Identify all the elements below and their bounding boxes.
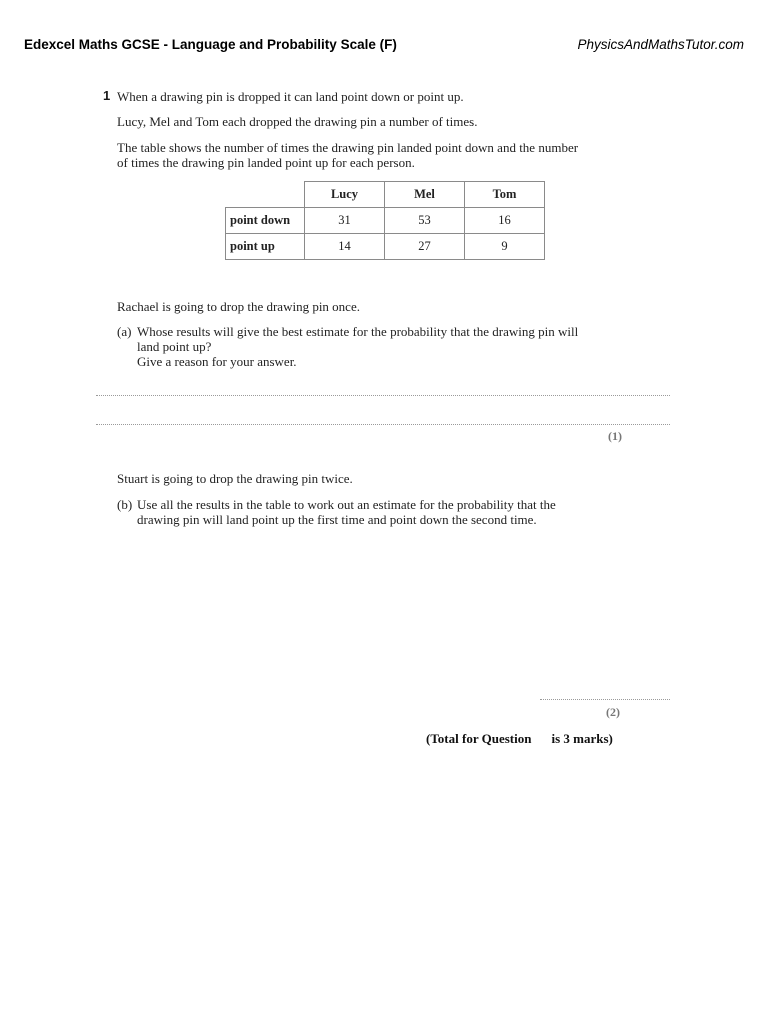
part-a-line-2: land point up? [137,339,212,354]
table-cell: 31 [305,208,385,234]
column-header-tom: Tom [465,182,545,208]
table-cell: 14 [305,234,385,260]
total-suffix: is 3 marks) [551,731,613,746]
table-cell: 16 [465,208,545,234]
intro-line-3: The table shows the number of times the drawing pin landed point down and the number [117,140,579,155]
row-header-point-down: point down [226,208,305,234]
part-a-line-1: Whose results will give the best estimate for the probability that the drawing pin will [137,324,579,339]
total-marks [426,731,613,747]
stuart-statement: Stuart is going to drop the drawing pin twice. [117,471,353,486]
column-header-mel: Mel [385,182,465,208]
table-cell: 9 [465,234,545,260]
table-cell: 27 [385,234,465,260]
site-name: PhysicsAndMathsTutor.com [577,37,744,52]
table-row [226,234,545,260]
question-number: 1 [103,88,111,103]
document-title: Edexcel Maths GCSE - Language and Probability Scale (F) [24,37,397,52]
answer-line-b[interactable] [540,699,670,700]
part-a-label: (a) [117,324,132,339]
part-a-line-3: Give a reason for your answer. [137,354,297,369]
results-table [225,181,545,260]
part-b-label: (b) [117,497,133,512]
row-header-point-up: point up [226,234,305,260]
part-b-marks: (2) [606,705,620,719]
total-prefix: (Total for Question [426,731,532,746]
table-header-row [226,182,545,208]
table-cell: 53 [385,208,465,234]
intro-line-1: When a drawing pin is dropped it can land point down or point up. [117,89,464,104]
answer-line-a1[interactable] [96,395,670,396]
table-row [226,208,545,234]
rachael-statement: Rachael is going to drop the drawing pin once. [117,299,360,314]
intro-line-4: of times the drawing pin landed point up for each person. [117,155,415,170]
column-header-lucy: Lucy [305,182,385,208]
part-a-marks: (1) [608,429,622,443]
part-b-line-1: Use all the results in the table to work out an estimate for the probability that the [137,497,556,512]
part-b-line-2: drawing pin will land point up the first time and point down the second time. [137,512,537,527]
table-corner-cell [226,182,305,208]
intro-line-2: Lucy, Mel and Tom each dropped the drawing pin a number of times. [117,114,478,129]
answer-line-a2[interactable] [96,424,670,425]
